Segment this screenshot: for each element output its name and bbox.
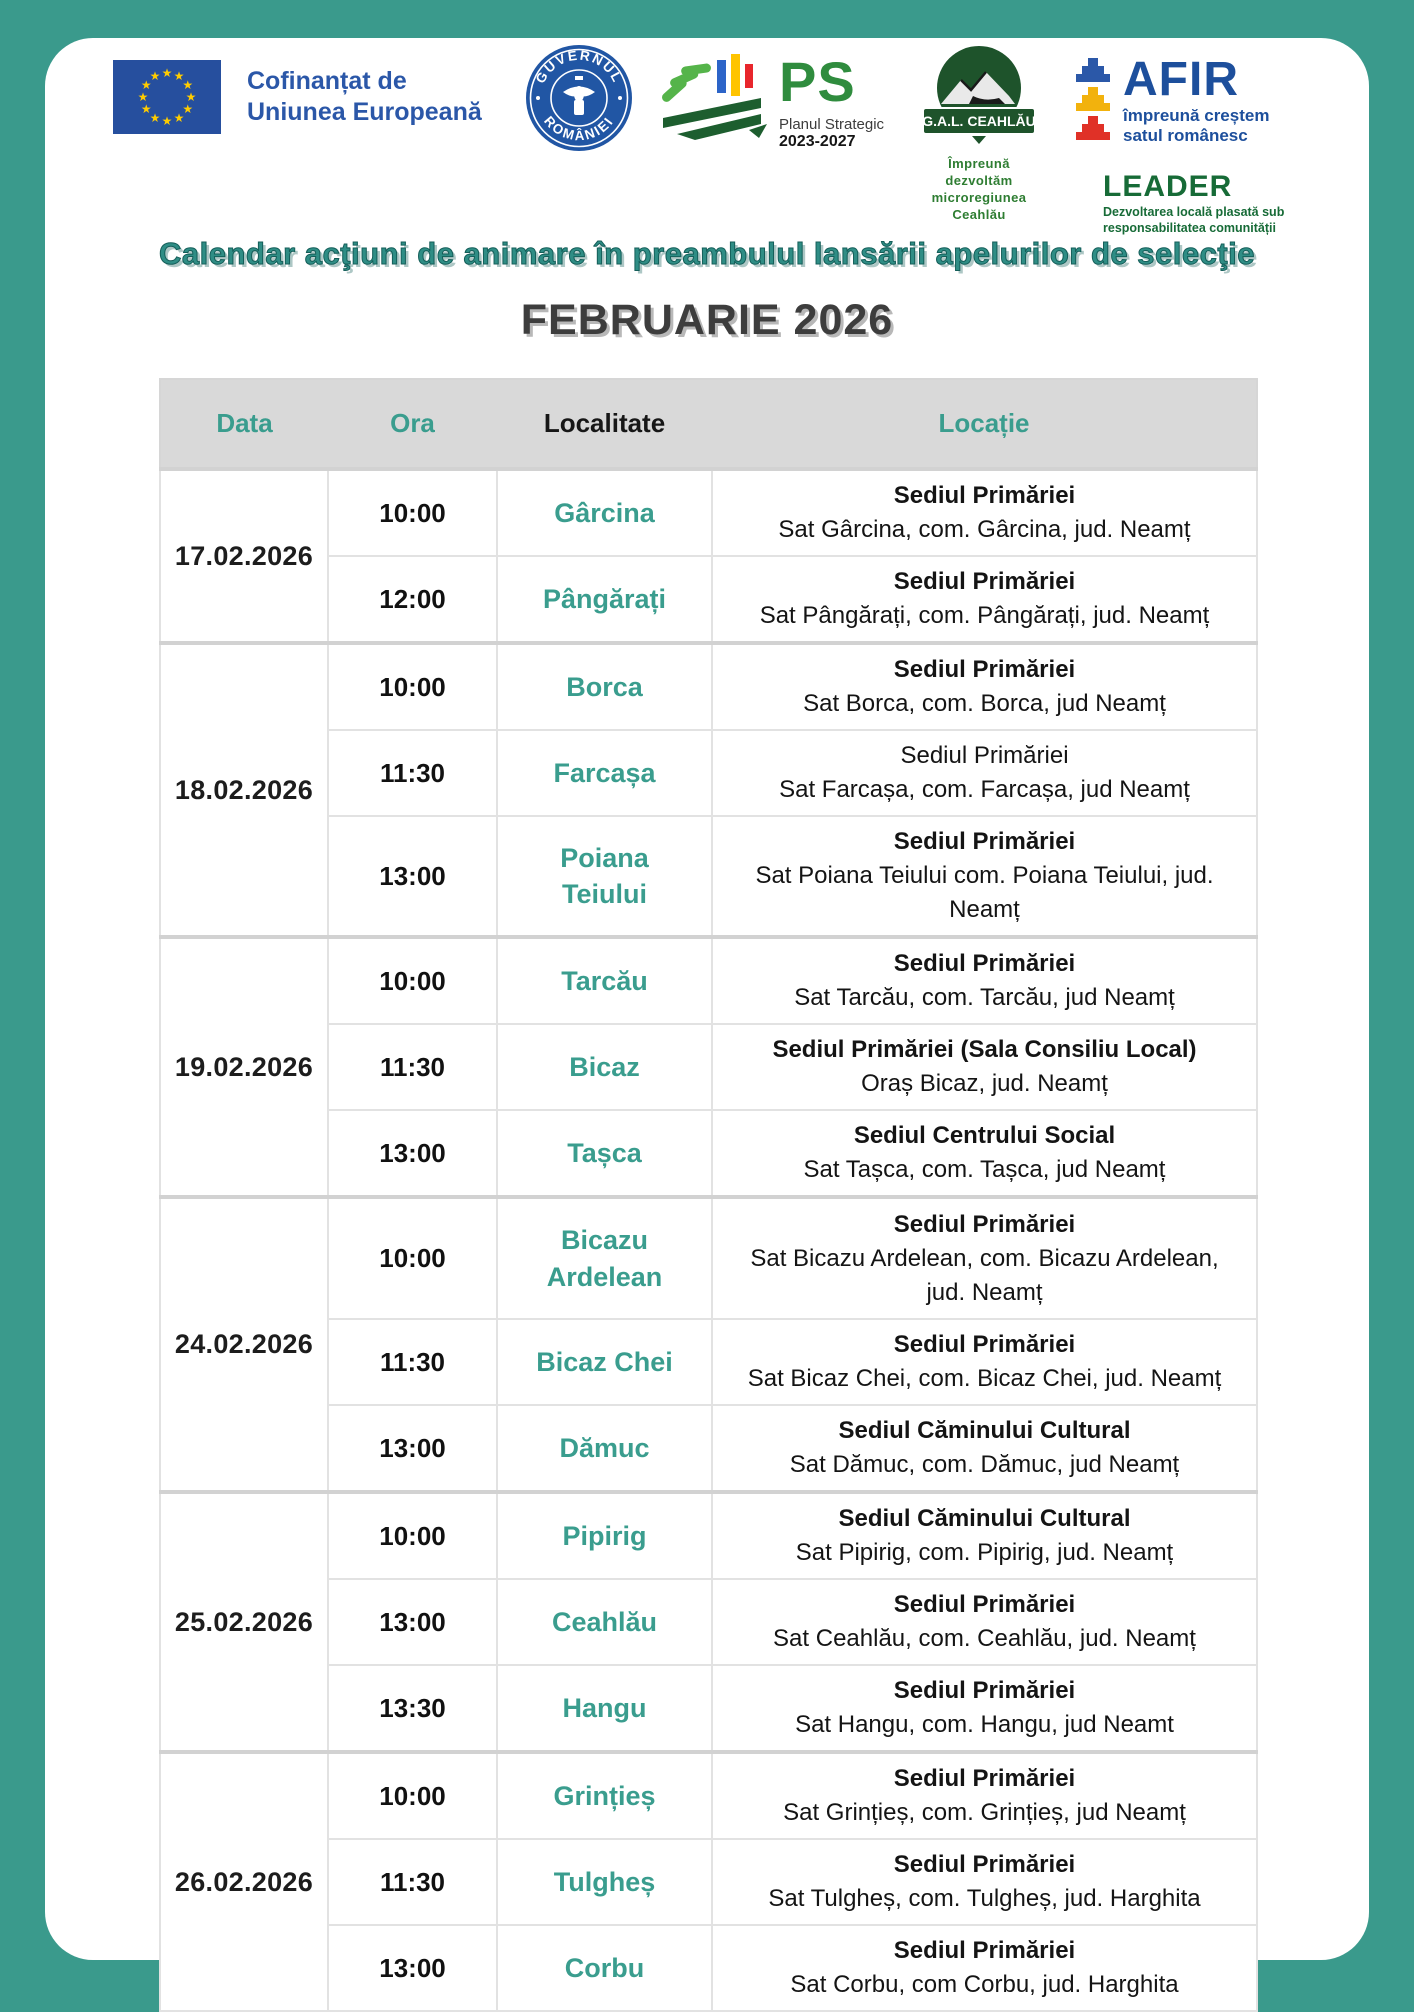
ps-plan-years: 2023-2027 <box>779 133 856 150</box>
location-cell <box>712 556 1257 643</box>
column-header-locatie: Locație <box>712 379 1257 469</box>
venue-name: Sediul Primăriei <box>893 1591 1076 1618</box>
table-header <box>160 379 1257 469</box>
location-cell <box>712 1319 1257 1405</box>
gal-tagline-line2: microregiunea Ceahlău <box>931 190 1027 222</box>
date-cell: 19.02.2026 <box>160 937 328 1197</box>
venue-address: Sat Tulgheș, com. Tulgheș, jud. Harghita <box>768 1885 1201 1912</box>
eu-star-icon: ★ <box>137 90 149 104</box>
locality-cell: Dămuc <box>497 1405 712 1492</box>
svg-text:GUVERNUL: GUVERNUL <box>532 47 626 86</box>
ps-strategic-plan-logo <box>661 52 884 152</box>
table-header-row <box>160 379 1257 469</box>
time-cell: 13:00 <box>328 816 497 937</box>
schedule-table-wrap <box>159 378 1258 2012</box>
document-card <box>45 38 1369 1998</box>
afir-trees-icon <box>1075 58 1111 144</box>
eu-star-icon: ★ <box>140 78 152 92</box>
svg-text:G.A.L. CEAHLĂU: G.A.L. CEAHLĂU <box>922 113 1036 129</box>
event-row <box>160 1752 1257 1839</box>
date-group <box>160 469 1257 643</box>
time-cell: 10:00 <box>328 1752 497 1839</box>
leader-tagline-line2: responsabilitatea comunității <box>1103 221 1276 235</box>
locality-cell: Ceahlău <box>497 1579 712 1665</box>
venue-name: Sediul Centrului Social <box>853 1122 1116 1149</box>
venue-name: Sediul Primăriei <box>893 1331 1076 1358</box>
afir-name: AFIR <box>1123 53 1239 106</box>
time-cell: 10:00 <box>328 643 497 730</box>
date-cell: 25.02.2026 <box>160 1492 328 1752</box>
venue-address: Sat Tașca, com. Tașca, jud Neamț <box>803 1156 1166 1183</box>
eu-star-icon: ★ <box>140 102 152 116</box>
eu-star-icon: ★ <box>173 110 185 125</box>
eu-text-line2: Uniunea Europeană <box>247 98 482 126</box>
location-cell <box>712 1752 1257 1839</box>
location-cell <box>712 469 1257 556</box>
time-cell: 10:00 <box>328 937 497 1024</box>
venue-name: Sediul Primăriei (Sala Consiliu Local) <box>772 1036 1197 1063</box>
venue-address: Sat Borca, com. Borca, jud Neamț <box>803 690 1166 717</box>
locality-cell: Bicaz <box>497 1024 712 1110</box>
venue-name: Sediul Primăriei <box>900 742 1069 769</box>
gal-ceahlau-logo <box>913 44 1045 223</box>
location-cell <box>712 1492 1257 1579</box>
time-cell: 11:30 <box>328 1024 497 1110</box>
date-group <box>160 1197 1257 1492</box>
locality-cell: Bicazu Ardelean <box>497 1197 712 1319</box>
venue-name: Sediul Primăriei <box>893 482 1076 509</box>
locality-cell: Grințieș <box>497 1752 712 1839</box>
leader-logo <box>1103 172 1284 236</box>
event-row <box>160 1197 1257 1319</box>
svg-text:ROMÂNIEI: ROMÂNIEI <box>541 113 617 144</box>
romanian-government-logo <box>525 44 633 157</box>
time-cell: 13:00 <box>328 1925 497 2011</box>
venue-address: Sat Farcașa, com. Farcașa, jud Neamț <box>779 776 1190 803</box>
event-row <box>160 937 1257 1024</box>
locality-cell: Corbu <box>497 1925 712 2011</box>
time-cell: 12:00 <box>328 556 497 643</box>
afir-tagline-line1: împreună creștem <box>1123 106 1270 125</box>
gal-mountain-icon <box>913 44 1045 148</box>
eu-star-icon: ★ <box>149 69 161 84</box>
eu-star-icon: ★ <box>173 69 185 84</box>
venue-address: Sat Tarcău, com. Tarcău, jud Neamț <box>794 984 1175 1011</box>
venue-name: Sediul Primăriei <box>893 950 1076 977</box>
ps-abbr: PS <box>779 50 856 113</box>
venue-name: Sediul Primăriei <box>893 1677 1076 1704</box>
date-group <box>160 937 1257 1197</box>
event-row <box>160 469 1257 556</box>
locality-cell: Farcașa <box>497 730 712 816</box>
time-cell: 11:30 <box>328 1319 497 1405</box>
venue-name: Sediul Primăriei <box>893 828 1076 855</box>
time-cell: 13:00 <box>328 1405 497 1492</box>
venue-address: Sat Dămuc, com. Dămuc, jud Neamț <box>789 1451 1180 1478</box>
ps-plan-label: Planul Strategic <box>779 116 885 133</box>
location-cell <box>712 1839 1257 1925</box>
location-cell <box>712 1665 1257 1752</box>
venue-address: Sat Poiana Teiului com. Poiana Teiului, jud. Neamț <box>755 862 1214 923</box>
location-cell <box>712 816 1257 937</box>
time-cell: 13:00 <box>328 1110 497 1197</box>
eu-star-icon: ★ <box>161 66 173 80</box>
venue-address: Sat Pipirig, com. Pipirig, jud. Neamț <box>795 1539 1174 1566</box>
leader-tagline-line1: Dezvoltarea locală plasată sub <box>1103 205 1285 219</box>
venue-address: Sat Pângărați, com. Pângărați, jud. Neamț <box>759 602 1210 629</box>
date-group <box>160 643 1257 937</box>
locality-cell: Tarcău <box>497 937 712 1024</box>
page-title: Calendar acţiuni de animare în preambulul lansării apelurilor de selecţie <box>158 236 1256 271</box>
leader-name: LEADER <box>1103 170 1233 203</box>
eu-star-icon: ★ <box>185 90 197 104</box>
venue-name: Sediul Primăriei <box>893 1765 1076 1792</box>
eu-text-line1: Cofinanțat de <box>247 67 407 95</box>
venue-name: Sediul Primăriei <box>893 1851 1076 1878</box>
ps-logo-text <box>779 52 884 152</box>
afir-tagline <box>1123 106 1269 146</box>
locality-cell: Pipirig <box>497 1492 712 1579</box>
locality-cell: Tașca <box>497 1110 712 1197</box>
eu-cofunding-logo <box>113 60 482 134</box>
time-cell: 10:00 <box>328 1492 497 1579</box>
locality-cell: Gârcina <box>497 469 712 556</box>
gal-tagline-line1: Împreună dezvoltăm <box>945 156 1013 188</box>
date-group <box>160 1752 1257 2011</box>
date-cell: 17.02.2026 <box>160 469 328 643</box>
location-cell <box>712 1405 1257 1492</box>
time-cell: 11:30 <box>328 1839 497 1925</box>
time-cell: 11:30 <box>328 730 497 816</box>
eu-cofunding-text <box>247 66 482 128</box>
venue-name: Sediul Primăriei <box>893 656 1076 683</box>
eu-star-icon: ★ <box>182 102 194 116</box>
time-cell: 10:00 <box>328 1197 497 1319</box>
location-cell <box>712 1925 1257 2011</box>
time-cell: 13:00 <box>328 1579 497 1665</box>
event-row <box>160 643 1257 730</box>
locality-cell: Tulgheș <box>497 1839 712 1925</box>
locality-cell: Hangu <box>497 1665 712 1752</box>
venue-address: Sat Grințieș, com. Grințieș, jud Neamț <box>783 1799 1186 1826</box>
column-header-ora: Ora <box>328 379 497 469</box>
venue-name: Sediul Căminului Cultural <box>838 1505 1131 1532</box>
eu-star-icon: ★ <box>182 78 194 92</box>
location-cell <box>712 937 1257 1024</box>
column-header-localitate: Localitate <box>497 379 712 469</box>
time-cell: 13:30 <box>328 1665 497 1752</box>
date-group <box>160 1492 1257 1752</box>
afir-tagline-line2: satul românesc <box>1123 126 1248 145</box>
location-cell <box>712 643 1257 730</box>
location-cell <box>712 1579 1257 1665</box>
locality-cell: Bicaz Chei <box>497 1319 712 1405</box>
venue-address: Sat Bicaz Chei, com. Bicaz Chei, jud. Neamț <box>747 1365 1222 1392</box>
locality-cell: Poiana Teiului <box>497 816 712 937</box>
venue-address: Sat Ceahlău, com. Ceahlău, jud. Neamț <box>773 1625 1196 1652</box>
schedule-table <box>159 378 1258 2012</box>
event-row <box>160 1492 1257 1579</box>
venue-name: Sediul Primăriei <box>893 1937 1076 1964</box>
time-cell: 10:00 <box>328 469 497 556</box>
afir-logo-text <box>1123 53 1270 146</box>
location-cell <box>712 1197 1257 1319</box>
leader-tagline <box>1103 204 1284 236</box>
column-header-data: Data <box>160 379 328 469</box>
date-cell: 26.02.2026 <box>160 1752 328 2011</box>
eu-star-icon: ★ <box>161 114 173 128</box>
venue-address: Oraș Bicaz, jud. Neamț <box>861 1070 1108 1097</box>
eu-flag-icon <box>113 60 221 134</box>
gal-tagline <box>913 155 1045 223</box>
afir-logo <box>1075 53 1270 146</box>
month-title: FEBRUARIE 2026 <box>520 296 894 344</box>
venue-address: Sat Gârcina, com. Gârcina, jud. Neamț <box>778 516 1191 543</box>
location-cell <box>712 1024 1257 1110</box>
location-cell <box>712 1110 1257 1197</box>
eu-star-icon: ★ <box>149 110 161 125</box>
location-cell <box>712 730 1257 816</box>
ps-mark-icon <box>661 52 771 152</box>
government-seal-icon <box>525 44 633 152</box>
venue-address: Sat Corbu, com Corbu, jud. Harghita <box>790 1971 1179 1998</box>
venue-address: Sat Hangu, com. Hangu, jud Neamt <box>795 1711 1174 1738</box>
locality-cell: Borca <box>497 643 712 730</box>
date-cell: 24.02.2026 <box>160 1197 328 1492</box>
venue-name: Sediul Căminului Cultural <box>838 1417 1131 1444</box>
locality-cell: Pângărați <box>497 556 712 643</box>
venue-name: Sediul Primăriei <box>893 1210 1076 1238</box>
date-cell: 18.02.2026 <box>160 643 328 937</box>
venue-name: Sediul Primăriei <box>893 568 1076 595</box>
venue-address: Sat Bicazu Ardelean, com. Bicazu Ardelean, jud. Neamț <box>750 1244 1219 1306</box>
